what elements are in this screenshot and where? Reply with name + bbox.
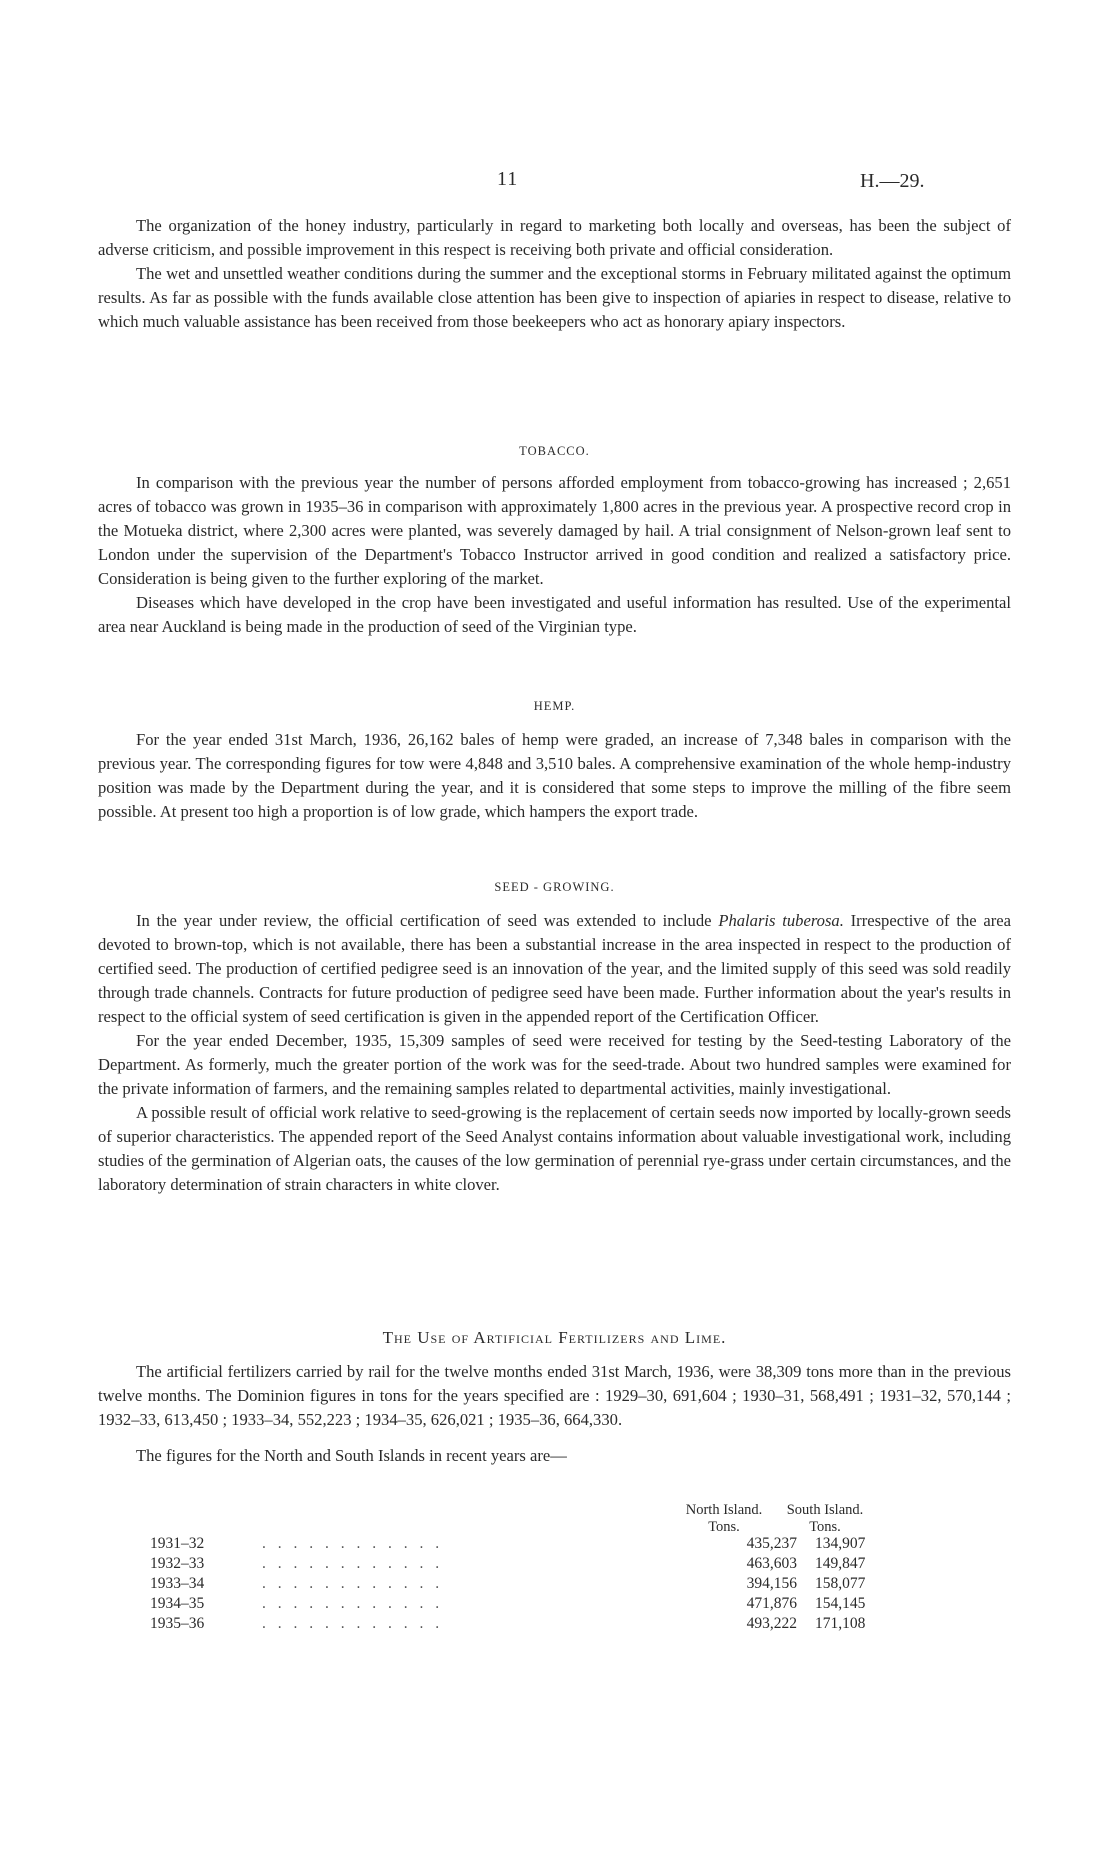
report-reference: H.—29. — [860, 170, 925, 192]
year-cell: 1932–33 — [150, 1555, 205, 1572]
south-island-cell: 171,108 — [815, 1615, 866, 1632]
table-row — [150, 1595, 905, 1615]
page-number: 11 — [497, 168, 519, 190]
fertilizers-section — [98, 1328, 1011, 1468]
north-island-unit: Tons. — [708, 1519, 740, 1535]
fertilizers-heading — [98, 1328, 1011, 1348]
table-row — [150, 1535, 905, 1555]
south-island-cell: 154,145 — [815, 1595, 866, 1612]
north-island-column-heading — [668, 1502, 780, 1536]
seed-paragraph-1 — [98, 909, 1011, 1029]
table-row — [150, 1575, 905, 1595]
hemp-section — [98, 699, 1011, 824]
north-island-cell: 463,603 — [746, 1555, 797, 1572]
honey-paragraph-1: The organization of the honey industry, particularly in regard to marketing both locally and overseas, has been the subject of adverse criticism, and possible improvement in this respect is receiving both private and official consideration. — [98, 216, 1011, 259]
north-island-cell: 471,876 — [746, 1595, 797, 1612]
year-cell: 1935–36 — [150, 1615, 205, 1632]
honey-section — [98, 214, 1011, 334]
year-cell: 1931–32 — [150, 1535, 205, 1552]
fertilizers-paragraph-2: The figures for the North and South Islands in recent years are— — [136, 1446, 567, 1465]
hemp-paragraph-1: For the year ended 31st March, 1936, 26,162 bales of hemp were graded, an increase of 7,348 bales in comparison with the previous year. The corresponding figures for tow were 4,848 and 3,510 bales. A comprehensive examination of the whole hemp-industry position was made by the Department during the year, and it is considered that some steps to improve the milling of the fibre seem possible. At present too high a proportion is of low grade, which hampers the export trade. — [98, 730, 1011, 821]
seed-paragraph-1-text-b: Irrespective of the area devoted to brown-top, which is not available, there has been a substantial increase in the area inspected in respect to the production of certified seed. The production of certified pedigree seed is an innovation of the year, and the limited supply of this seed was sold readily through trade channels. Contracts for future production of pedigree seed have been made. Further information about the year's results in respect to the official system of seed certification is given in the appended report of the Certification Officer. — [98, 911, 1012, 1026]
south-island-column-heading — [770, 1502, 880, 1536]
leader-dots: . . . . . . . . . . . . — [262, 1555, 444, 1572]
fertilizers-heading-text: The Use of Artificial Fertilizers and Lime. — [382, 1328, 727, 1347]
seed-paragraph-3: A possible result of official work relative to seed-growing is the replacement of certain seeds now imported by locally-grown seeds of superior characteristics. The appended report of the Seed Analyst contains information about valuable investigational work, including studies of the germination of Algerian oats, the causes of the low germination of perennial rye-grass under certain circumstances, and the laboratory determination of strain characters in white clover. — [98, 1103, 1011, 1194]
south-island-cell: 149,847 — [815, 1555, 866, 1572]
tobacco-heading: TOBACCO. — [519, 444, 590, 458]
leader-dots: . . . . . . . . . . . . — [262, 1595, 444, 1612]
north-island-cell: 435,237 — [746, 1535, 797, 1552]
north-island-cell: 394,156 — [746, 1575, 797, 1592]
year-cell: 1934–35 — [150, 1595, 205, 1612]
honey-paragraph-2: The wet and unsettled weather conditions during the summer and the exceptional storms in February militated against the optimum results. As far as possible with the funds available close attention has been give to inspection of apiaries in respect to disease, relative to which much valuable assistance has been received from those beekeepers who act as honorary apiary inspectors. — [98, 264, 1011, 331]
leader-dots: . . . . . . . . . . . . — [262, 1615, 444, 1632]
south-island-cell: 134,907 — [815, 1535, 866, 1552]
tobacco-paragraph-2: Diseases which have developed in the crop have been investigated and useful information has resulted. Use of the experimental area near Auckland is being made in the production of seed of the Virginian type. — [98, 593, 1011, 636]
hemp-heading: HEMP. — [533, 699, 576, 713]
year-cell: 1933–34 — [150, 1575, 205, 1592]
south-island-label: South Island. — [786, 1502, 864, 1518]
seed-paragraph-1-text-a: In the year under review, the official certification of seed was extended to include — [136, 911, 712, 930]
leader-dots: . . . . . . . . . . . . — [262, 1575, 444, 1592]
north-island-label: North Island. — [685, 1502, 763, 1518]
north-island-cell: 493,222 — [746, 1615, 797, 1632]
fertilizers-paragraph-1: The artificial fertilizers carried by rail for the twelve months ended 31st March, 1936, were 38,309 tons more than in the previous twelve months. The Dominion figures in tons for the years specified are : 1929–30, 691,604 ; 1930–31, 568,491 ; 1931–32, 570,144 ; 1932–33, 613,450 ; 1933–34, 552,223 ; 1934–35, 626,021 ; 1935–36, 664,330. — [98, 1362, 1011, 1429]
seed-paragraph-2: For the year ended December, 1935, 15,309 samples of seed were received for testing by the Seed-testing Laboratory of the Department. As formerly, much the greater portion of the work was for the seed-trade. About two hundred samples were examined for the private information of farmers, and the remaining samples related to departmental activities, mainly investigational. — [98, 1031, 1011, 1098]
south-island-unit: Tons. — [809, 1519, 841, 1535]
seed-growing-section — [98, 880, 1011, 1197]
table-row — [150, 1615, 905, 1635]
tobacco-section — [98, 444, 1011, 639]
species-name: Phalaris tuberosa. — [718, 911, 844, 930]
seed-growing-heading: SEED - GROWING. — [494, 880, 615, 894]
fertilizer-figures-table — [150, 1535, 905, 1635]
table-row — [150, 1555, 905, 1575]
leader-dots: . . . . . . . . . . . . — [262, 1535, 444, 1552]
tobacco-paragraph-1: In comparison with the previous year the number of persons afforded employment from tobacco-growing has increased ; 2,651 acres of tobacco was grown in 1935–36 in comparison with approximately 1,800 acres in the previous year. A prospective record crop in the Motueka district, where 2,300 acres were planted, was severely damaged by hail. A trial consignment of Nelson-grown leaf sent to London under the supervision of the Department's Tobacco Instructor arrived in good condition and realized a satisfactory price. Consideration is being given to the further exploring of the market. — [98, 473, 1011, 588]
south-island-cell: 158,077 — [815, 1575, 866, 1592]
